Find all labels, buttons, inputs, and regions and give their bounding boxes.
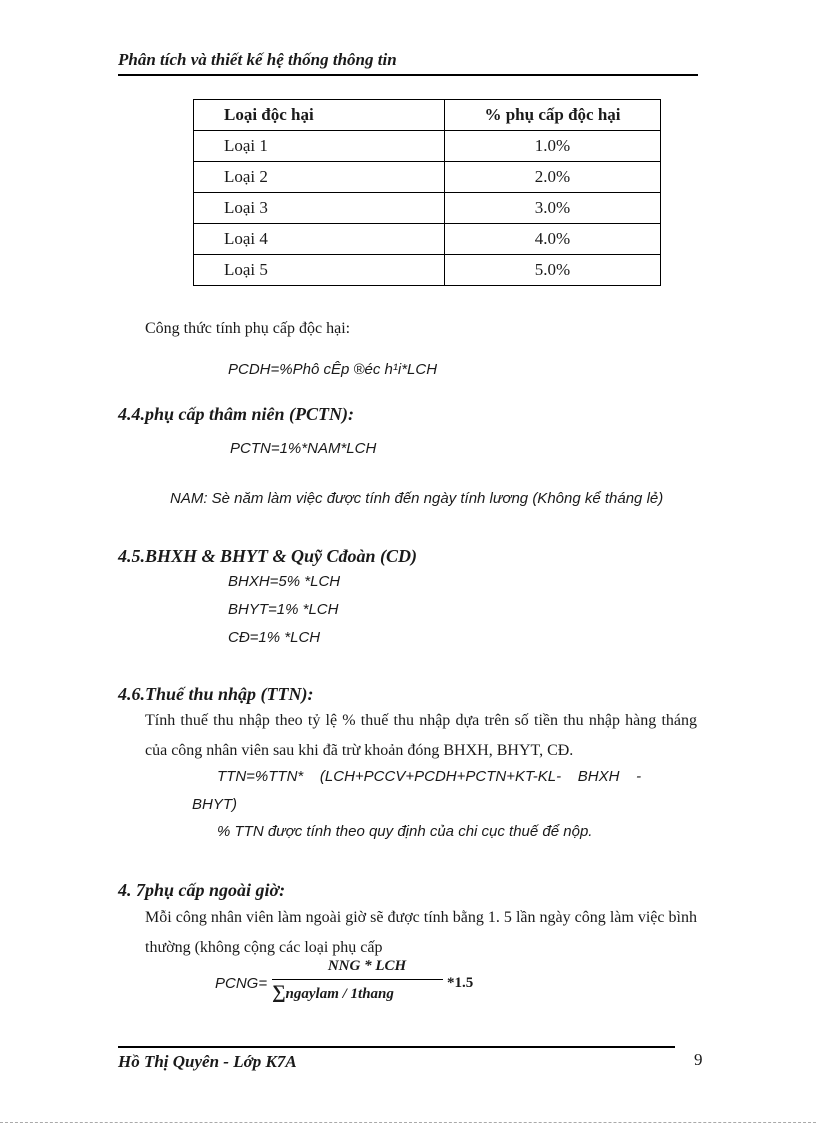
pcng-numerator: NNG * LCH — [327, 958, 407, 974]
running-header: Phân tích và thiết kế hệ thống thông tin — [118, 50, 397, 69]
cd-formula: CĐ=1% *LCH — [228, 629, 321, 646]
pcng-formula-lhs: PCNG= — [215, 975, 268, 992]
cell-toxic-type: Loại 1 — [194, 131, 445, 162]
cell-toxic-type: Loại 5 — [194, 255, 445, 286]
column-header-toxic-type: Loại độc hại — [194, 100, 445, 131]
table-row — [194, 224, 661, 255]
cell-allowance-percent: 3.0% — [445, 193, 661, 224]
table-row — [194, 255, 661, 286]
section-heading-4-4: 4.4.phụ cấp thâm niên (PCTN): — [118, 404, 355, 424]
pctn-formula: PCTN=1%*NAM*LCH — [230, 440, 377, 457]
cell-allowance-percent: 4.0% — [445, 224, 661, 255]
cell-toxic-type: Loại 3 — [194, 193, 445, 224]
table-row — [194, 193, 661, 224]
cell-toxic-type: Loại 4 — [194, 224, 445, 255]
ttn-note: % TTN được tính theo quy định của chi cục thuế để nộp. — [217, 823, 593, 840]
ttn-paragraph: Tính thuế thu nhập theo tỷ lệ % thuế thu nhập dựa trên số tiền thu nhập hàng tháng của công nhân viên sau khi đã trừ khoản đóng BHXH, BHYT, CĐ. — [145, 712, 697, 759]
nam-note: NAM: Sè năm làm việc được tính đến ngày tính lương (Không kể tháng lẻ) — [170, 490, 664, 507]
cell-allowance-percent: 5.0% — [445, 255, 661, 286]
ttn-formula-line2: BHYT) — [192, 796, 237, 813]
pcdh-formula: PCDH=%Phô cÊp ®éc h¹i*LCH — [228, 361, 438, 378]
ttn-formula-line1: TTN=%TTN* (LCH+PCCV+PCDH+PCTN+KT-KL- BHXH - — [217, 768, 642, 785]
cell-toxic-type: Loại 2 — [194, 162, 445, 193]
header-rule — [118, 74, 698, 76]
section-heading-4-5: 4.5.BHXH & BHYT & Quỹ Cđoàn (CD) — [118, 546, 418, 566]
table-row — [194, 131, 661, 162]
column-header-allowance-percent: % phụ cấp độc hại — [445, 100, 661, 131]
pcdh-intro: Công thức tính phụ cấp độc hại: — [145, 320, 351, 337]
section-heading-4-6: 4.6.Thuế thu nhập (TTN): — [118, 684, 314, 704]
bhxh-formula: BHXH=5% *LCH — [228, 573, 341, 590]
toxic-allowance-table — [193, 99, 661, 286]
section-heading-4-7: 4. 7phụ cấp ngoài giờ: — [118, 880, 286, 900]
page-number: 9 — [694, 1050, 703, 1069]
bhyt-formula: BHYT=1% *LCH — [228, 601, 339, 618]
table-row — [194, 162, 661, 193]
cell-allowance-percent: 1.0% — [445, 131, 661, 162]
summation-symbol: ∑ — [272, 982, 286, 1003]
footer-author: Hồ Thị Quyên - Lớp K7A — [118, 1052, 297, 1071]
fraction-bar — [272, 979, 443, 980]
pcng-factor: *1.5 — [447, 975, 474, 991]
cell-allowance-percent: 2.0% — [445, 162, 661, 193]
pcng-denominator-text: ngaylam / 1thang — [285, 986, 394, 1002]
pcng-denominator — [272, 982, 443, 1004]
table-header-row — [194, 100, 661, 131]
overtime-paragraph: Mỗi công nhân viên làm ngoài giờ sẽ được tính bằng 1. 5 lần ngày công làm việc bình thường (không cộng các loại phụ cấp — [145, 909, 697, 956]
footer-rule — [118, 1046, 675, 1048]
